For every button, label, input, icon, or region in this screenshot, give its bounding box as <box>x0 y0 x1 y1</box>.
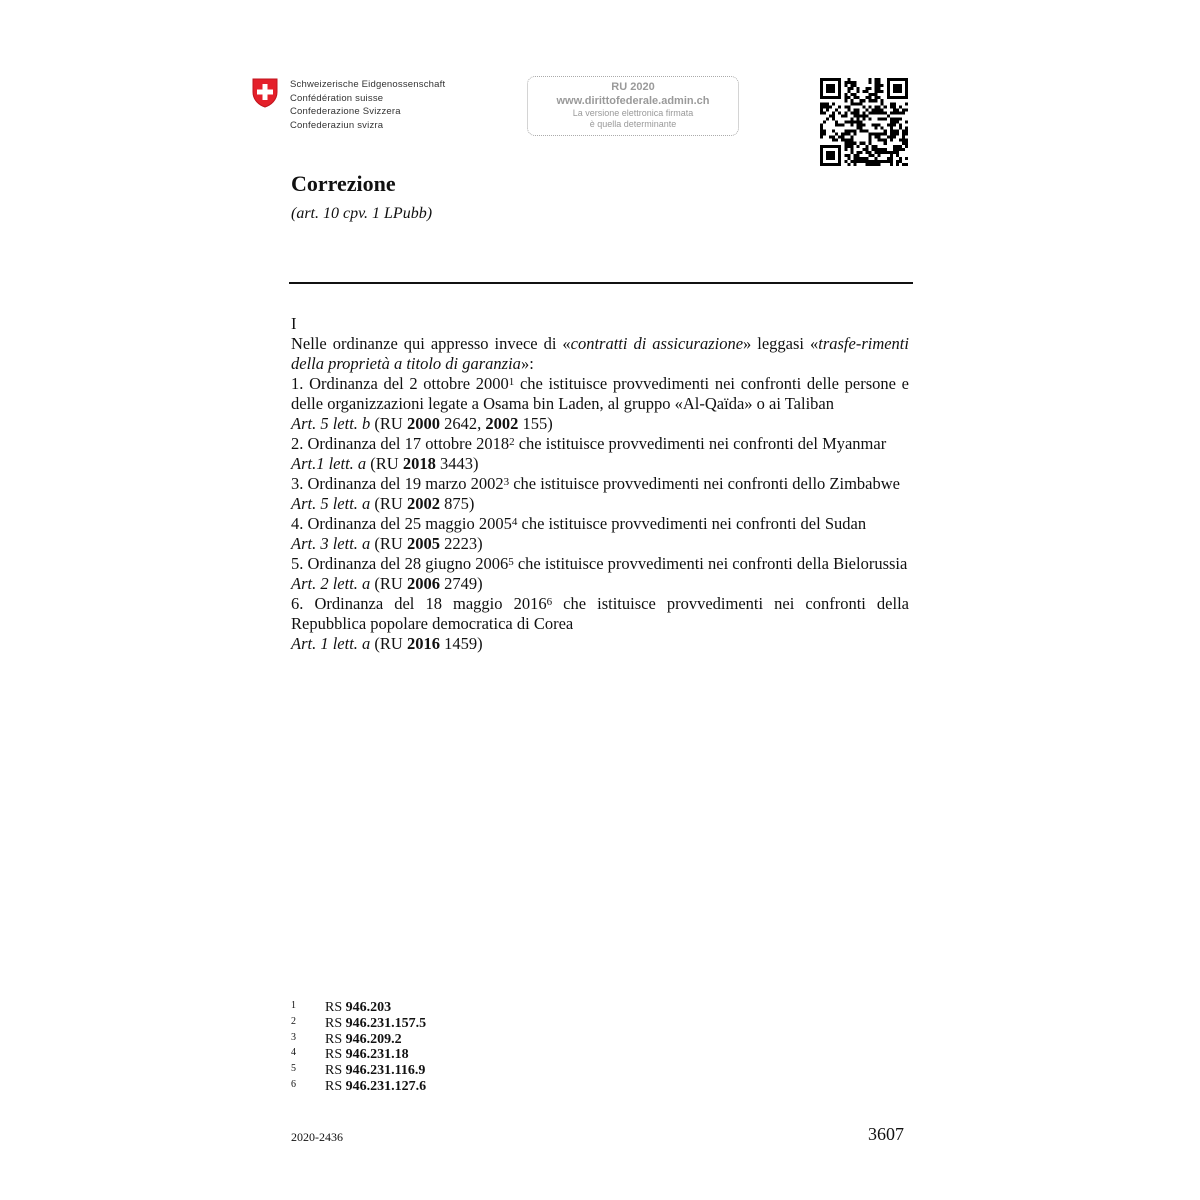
ru-year: 2006 <box>406 574 440 593</box>
ordinance-title: 3. Ordinanza del 19 marzo 2002 <box>291 474 504 493</box>
ordinance-reference <box>291 494 909 514</box>
article-ref: Art. 3 lett. a <box>291 534 371 553</box>
confederation-name-rm: Confederaziun svizra <box>290 119 384 131</box>
ordinance-desc: che istituisce provvedimenti nei confronti della Repubblica popolare democratica di Corea <box>291 594 909 633</box>
confederation-name-fr: Confédération suisse <box>290 92 384 104</box>
footnote-ref[interactable]: 6 <box>546 596 553 608</box>
ordinance-title: 6. Ordinanza del 18 maggio 2016 <box>291 594 547 613</box>
ru-year: 2005 <box>406 534 440 553</box>
ordinance-desc: che istituisce provvedimenti nei confronti della Bielorussia <box>513 554 908 573</box>
footnote-text <box>325 1032 402 1048</box>
ref-text: (RU <box>370 414 407 433</box>
title-divider <box>289 282 913 284</box>
ru-year: 2000 <box>406 414 440 433</box>
article-ref: Art.1 lett. a <box>291 454 367 473</box>
ordinance-desc: che istituisce provvedimenti nei confronti delle persone e delle organizzazioni legate a Osama bin Laden, al gruppo «Al-Qaïda» o ai Taliban <box>291 374 909 413</box>
official-publication-stamp <box>527 76 739 136</box>
document-body <box>291 314 909 654</box>
ordinance-reference <box>291 534 909 554</box>
footnote <box>291 1063 426 1079</box>
ref-text: 2223) <box>439 534 483 553</box>
page-subtitle: (art. 10 cpv. 1 LPubb) <box>291 205 433 222</box>
article-ref: Art. 1 lett. a <box>291 634 371 653</box>
ordinance-item <box>291 554 909 574</box>
footnote-number: 6 <box>291 1078 296 1090</box>
footnote-code[interactable]: 946.209.2 <box>345 1031 402 1047</box>
ref-text: 2749) <box>439 574 483 593</box>
section-label: I <box>291 314 297 333</box>
ref-text: (RU <box>370 574 407 593</box>
qr-code-icon <box>820 78 908 166</box>
ordinance-desc: che istituisce provvedimenti nei confronti del Sudan <box>517 514 867 533</box>
intro-text-1: Nelle ordinanze qui appresso invece di « <box>291 334 571 353</box>
ordinance-reference <box>291 454 909 474</box>
ref-text: (RU <box>370 534 407 553</box>
footnote <box>291 1079 426 1095</box>
ordinance-item <box>291 474 909 494</box>
footnote-prefix: RS <box>325 1047 346 1063</box>
ordinance-title: 5. Ordinanza del 28 giugno 2006 <box>291 554 509 573</box>
footnote-text <box>325 1016 426 1032</box>
footnote-code[interactable]: 946.231.116.9 <box>345 1063 426 1079</box>
footnote <box>291 1032 426 1048</box>
ordinance-title: 2. Ordinanza del 17 ottobre 2018 <box>291 434 510 453</box>
footnote-text <box>325 1079 426 1095</box>
footnote-prefix: RS <box>325 1031 346 1047</box>
ordinance-title: 4. Ordinanza del 25 maggio 2005 <box>291 514 512 533</box>
ru-year: 2002 <box>485 414 519 433</box>
footnotes <box>291 1000 426 1095</box>
ordinance-reference <box>291 414 909 434</box>
footnote-number: 4 <box>291 1047 296 1059</box>
footnote-number: 3 <box>291 1031 296 1043</box>
ref-text: 1459) <box>439 634 483 653</box>
footnote-code[interactable]: 946.231.127.6 <box>345 1078 427 1094</box>
ru-year: 2018 <box>402 454 436 473</box>
ref-text: 875) <box>439 494 475 513</box>
footnote-prefix: RS <box>325 1015 346 1031</box>
ordinance-reference <box>291 574 909 594</box>
ordinance-desc: che istituisce provvedimenti nei confronti del Myanmar <box>514 434 887 453</box>
page-title: Correzione <box>291 171 396 196</box>
document-code: 2020-2436 <box>291 1130 343 1144</box>
ref-text: 3443) <box>435 454 479 473</box>
ref-text: (RU <box>370 634 407 653</box>
footnote-text <box>325 1063 425 1079</box>
ref-text: (RU <box>366 454 403 473</box>
intro-italic-1: contratti di assicurazione <box>570 334 744 353</box>
footnote-code[interactable]: 946.231.18 <box>345 1047 409 1063</box>
article-ref: Art. 5 lett. a <box>291 494 371 513</box>
ordinance-reference <box>291 634 909 654</box>
stamp-note-1: La versione elettronica firmata <box>572 108 694 118</box>
footnote-prefix: RS <box>325 1078 346 1094</box>
footnote-ref[interactable]: 5 <box>508 556 514 568</box>
intro-paragraph <box>291 334 909 374</box>
ref-text: 2642, <box>439 414 486 433</box>
footnote-ref[interactable]: 1 <box>508 376 515 388</box>
confederation-name-de: Schweizerische Eidgenossenschaft <box>290 79 446 90</box>
footnote-code[interactable]: 946.231.157.5 <box>345 1015 427 1031</box>
intro-text-2: » leggasi « <box>743 334 819 353</box>
confederation-name-it: Confederazione Svizzera <box>290 106 401 117</box>
intro-italic-2: trasfe-rimenti della proprietà a titolo di garanzia <box>291 334 909 373</box>
article-ref: Art. 5 lett. b <box>291 414 371 433</box>
ordinance-title: 1. Ordinanza del 2 ottobre 2000 <box>291 374 509 393</box>
footnote-prefix: RS <box>325 1063 346 1079</box>
stamp-ru-year: RU 2020 <box>611 81 655 93</box>
ru-year: 2016 <box>406 634 440 653</box>
footnote-number: 2 <box>291 1015 296 1027</box>
stamp-website: www.dirittofederale.admin.ch <box>556 95 710 107</box>
footnote <box>291 1016 426 1032</box>
confederation-names <box>290 78 445 132</box>
ordinance-desc: che istituisce provvedimenti nei confronti dello Zimbabwe <box>509 474 900 493</box>
footnote <box>291 1000 426 1016</box>
ordinance-item <box>291 374 909 414</box>
intro-text-3: »: <box>520 354 534 373</box>
page-number: 3607 <box>868 1124 904 1144</box>
footnote-prefix: RS <box>325 1000 346 1015</box>
footnote-text <box>325 1000 391 1016</box>
footnote <box>291 1047 426 1063</box>
footnote-ref[interactable]: 3 <box>503 476 510 488</box>
footnote-number: 1 <box>291 1000 296 1011</box>
ref-text: 155) <box>518 414 553 433</box>
ordinance-item <box>291 514 909 534</box>
footnote-code[interactable]: 946.203 <box>345 1000 392 1015</box>
article-ref: Art. 2 lett. a <box>291 574 371 593</box>
footnote-number: 5 <box>291 1063 296 1075</box>
stamp-note-2: è quella determinante <box>589 119 677 129</box>
swiss-coat-of-arms-icon <box>252 78 278 108</box>
ref-text: (RU <box>370 494 407 513</box>
ru-year: 2002 <box>406 494 440 513</box>
footnote-text <box>325 1047 409 1063</box>
ordinance-item <box>291 594 909 634</box>
footnote-ref[interactable]: 4 <box>511 516 518 528</box>
ordinance-item <box>291 434 909 454</box>
footnote-ref[interactable]: 2 <box>509 436 515 448</box>
